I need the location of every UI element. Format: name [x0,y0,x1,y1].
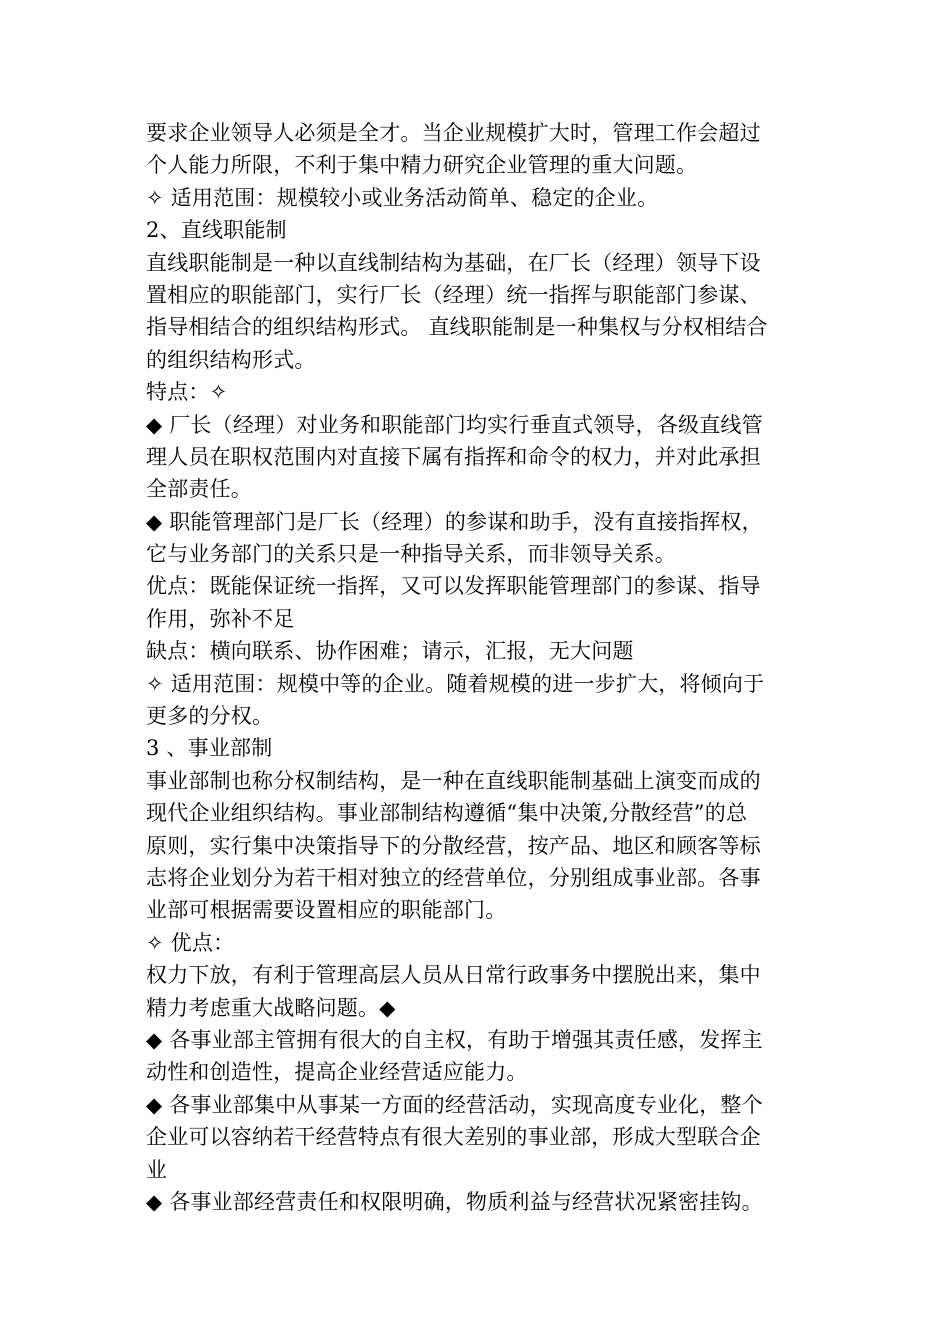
bullet-line: ◆ 各事业部集中从事某一方面的经营活动，实现高度专业化，整个 [146,1092,763,1117]
text-line: 要求企业领导人必须是全才。当企业规模扩大时，管理工作会超过 [146,121,761,145]
text-line: ✧ 适用范围：规模较小或业务活动简单、稳定的企业。 [146,185,659,210]
bullet-line: ◆ 厂长（经理）对业务和职能部门均实行垂直式领导，各级直线管 [146,412,763,437]
text-line: 指导相结合的组织结构形式。 直线职能制是一种集权与分权相结合 [146,315,768,340]
bullet-line: ◆ 各事业部经营责任和权限明确，物质利益与经营状况紧密挂钩。 [146,1189,763,1214]
text-line: 动性和创造性，提高企业经营适应能力。 [146,1060,528,1085]
text-line: 理人员在职权范围内对直接下属有指挥和命令的权力，并对此承担 [146,444,761,469]
text-line: 业 [146,1157,168,1182]
document-page [146,117,806,1218]
text-line: 企业可以容纳若干经营特点有很大差别的事业部，形成大型联合企 [146,1125,761,1150]
text-line: ✧ 适用范围：规模中等的企业。随着规模的进一步扩大，将倾向于 [146,671,765,696]
text-line: 个人能力所限，不利于集中精力研究企业管理的重大问题。 [146,153,698,178]
text-line: 它与业务部门的关系只是一种指导关系，而非领导关系。 [146,542,676,567]
text-line: 的组织结构形式。 [146,347,316,372]
bullet-line: ◆ 各事业部主管拥有很大的自主权，有助于增强其责任感，发挥主 [146,1027,763,1052]
text-line: 作用，弥补不足 [146,606,295,631]
text-line: 置相应的职能部门，实行厂长（经理）统一指挥与职能部门参谋、 [146,282,761,307]
text-line: 全部责任。 [146,477,252,502]
section-heading: 2、直线职能制 [146,218,287,243]
text-line: 优点：既能保证统一指挥，又可以发挥职能管理部门的参谋、指导 [146,574,761,599]
text-line: 原则，实行集中决策指导下的分散经营，按产品、地区和顾客等标 [146,833,761,858]
text-line: 特点：✧ [146,380,228,405]
text-line: 缺点：横向联系、协作困难；请示，汇报，无大问题 [146,639,634,664]
text-line: 直线职能制是一种以直线制结构为基础，在厂长（经理）领导下设 [146,250,761,275]
text-line: 事业部制也称分权制结构，是一种在直线职能制基础上演变而成的 [146,768,761,793]
text-line: 志将企业划分为若干相对独立的经营单位，分别组成事业部。各事 [146,865,761,890]
bullet-line: ◆ 职能管理部门是厂长（经理）的参谋和助手，没有直接指挥权， [146,509,763,534]
text-line: 现代企业组织结构。事业部制结构遵循“集中决策,分散经营”的总 [146,801,748,826]
text-line: 业部可根据需要设置相应的职能部门。 [146,898,507,923]
text-line: 更多的分权。 [146,704,274,729]
section-heading: 3 、事业部制 [146,736,273,761]
text-line: 权力下放，有利于管理高层人员从日常行政事务中摆脱出来，集中 [146,963,761,988]
text-line: 精力考虑重大战略问题。◆ [146,995,396,1020]
text-line: ✧ 优点： [146,930,235,955]
